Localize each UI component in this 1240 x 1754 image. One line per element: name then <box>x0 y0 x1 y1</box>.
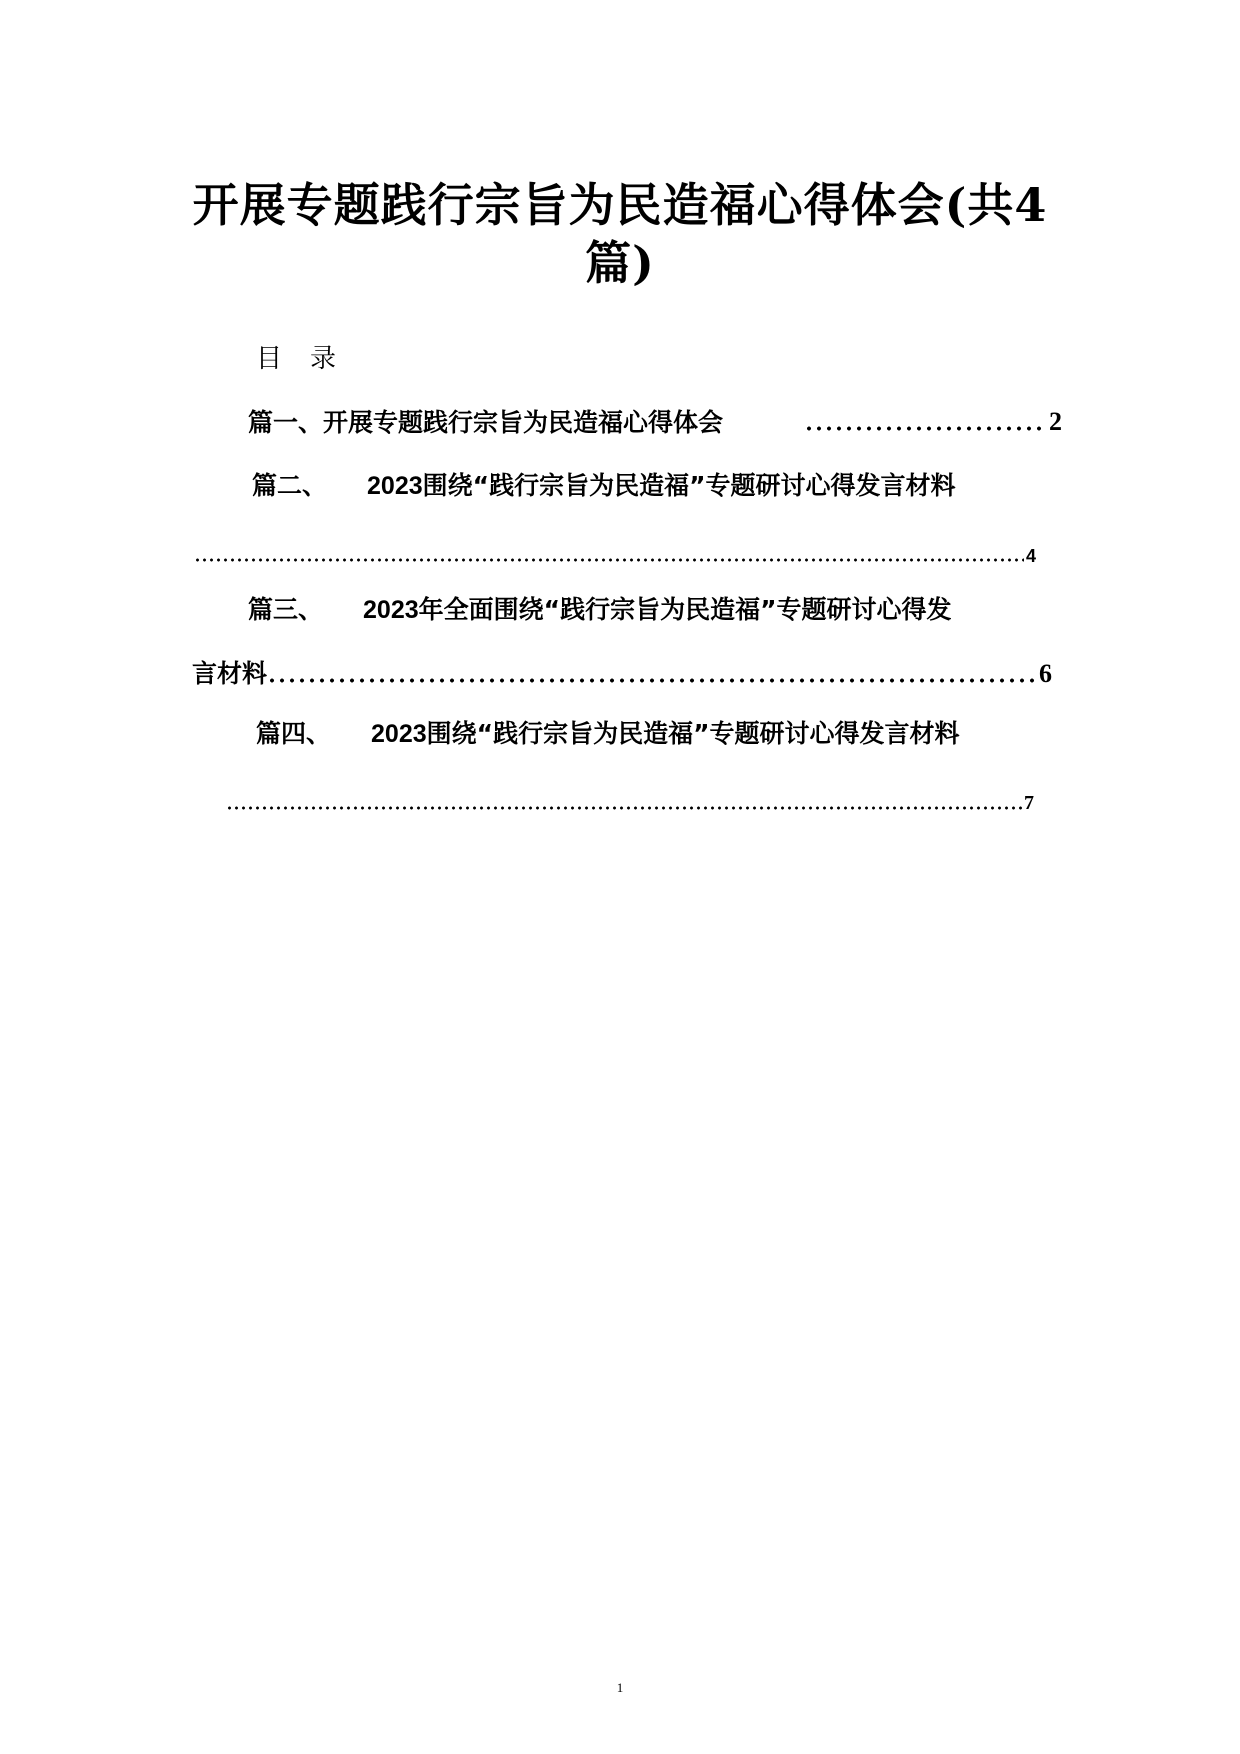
toc-entry-4-text: 围绕“践行宗旨为民造福”专题研讨心得发言材料 <box>426 719 960 748</box>
toc-entry-2-year: 2023 <box>367 472 423 500</box>
toc-entry-3-page: 6 <box>1039 659 1052 688</box>
toc-entry-4-prefix: 篇四、 <box>256 719 332 748</box>
toc-entry-3-text-line1: 年全面围绕“践行宗旨为民造福”专题研讨心得发 <box>418 595 952 624</box>
toc-entry-4-year: 2023 <box>371 720 427 748</box>
toc-entry-2-text: 围绕“践行宗旨为民造福”专题研讨心得发言材料 <box>422 471 956 500</box>
toc-entry-1-prefix: 篇一、 <box>248 408 324 437</box>
toc-entry-2-page: 4 <box>1025 546 1036 566</box>
document-title: 开展专题践行宗旨为民造福心得体会(共4篇) <box>192 178 1048 290</box>
page-number: 1 <box>616 1680 624 1695</box>
toc-entry-1-page: 2 <box>1049 407 1062 436</box>
toc-entry-2-prefix: 篇二、 <box>252 471 328 500</box>
toc-entry-1-leader <box>804 404 1062 438</box>
toc-entry-1-text: 开展专题践行宗旨为民造福心得体会 <box>323 408 724 437</box>
toc-heading: 目录 <box>256 344 365 374</box>
toc-entry-4[interactable] <box>256 718 960 750</box>
dot-leader <box>194 540 1024 568</box>
toc-entry-3[interactable] <box>248 594 952 626</box>
toc-entry-3-prefix: 篇三、 <box>248 595 324 624</box>
dot-leader <box>267 656 1037 690</box>
toc-entry-4-page: 7 <box>1024 792 1034 814</box>
dot-leader <box>226 788 1022 816</box>
toc-entry-2[interactable] <box>252 470 956 502</box>
toc-entry-3-line2[interactable] <box>192 656 1052 690</box>
toc-entry-1[interactable] <box>248 407 723 439</box>
toc-entry-3-year: 2023 <box>363 596 419 624</box>
toc-entry-2-leader <box>194 540 1036 568</box>
toc-entry-3-text-line2: 言材料 <box>192 659 268 688</box>
dot-leader <box>804 404 1047 438</box>
toc-entry-4-leader <box>226 788 1034 816</box>
